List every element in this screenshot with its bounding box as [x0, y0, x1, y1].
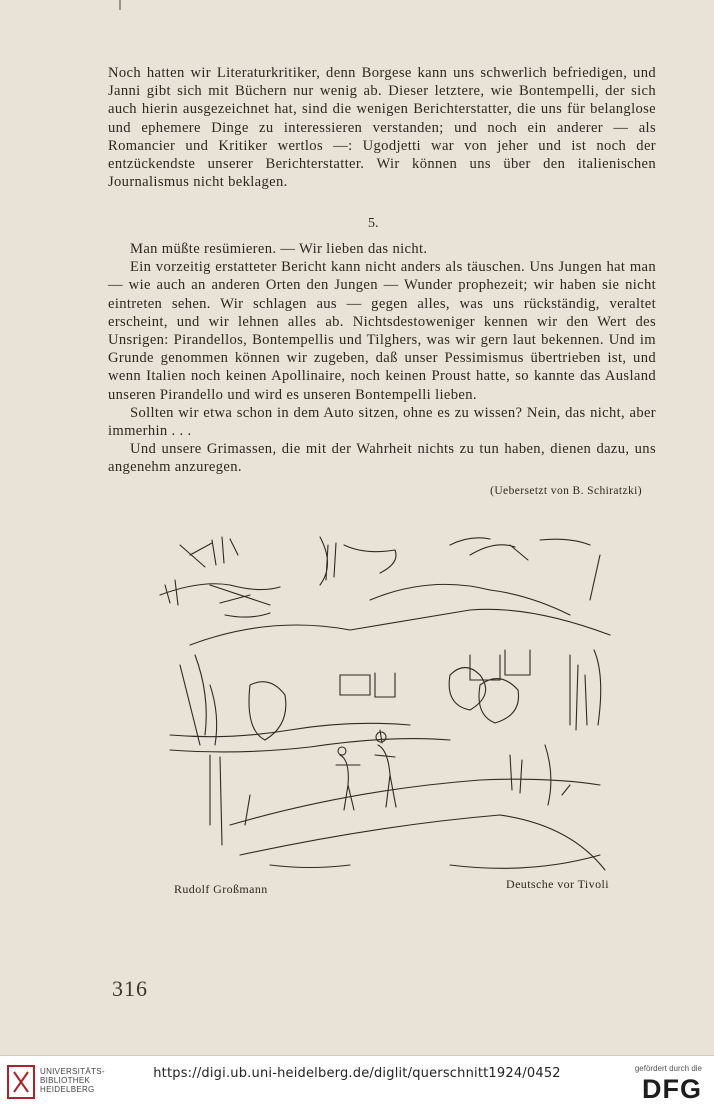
illustration-title: Deutsche vor Tivoli — [506, 877, 609, 891]
paragraph-2: Ein vorzeitig erstatteter Bericht kann nicht anders als täuschen. Uns Jungen hat man — wie auch an anderen Orten den Jungen — Wunder prophezeit; wir haben sie nicht eintreten sehen. Wir schlagen aus — gegen alles, was uns rückständig, veraltet erscheint, und wir lehnen alles ab. Nichtsdestoweniger kennen wir den Wert des Unsrigen: Pirandellos, Bontempellis und Tilghers, was wir gern laut bekennen. Und im Grunde genommen können wir zugeben, daß unser Pessimismus übertrieben ist, und wenn Italien noch keinen Apollinaire, noch keinen Proust hatte, so kannte das Ausland unseren Pirandello und wird es unseren Bontempelli lieben. — [108, 259, 656, 403]
illustration-artist: Rudolf Großmann — [174, 882, 268, 896]
scan-mark — [119, 0, 121, 10]
intro-paragraph: Noch hatten wir Literaturkritiker, denn Borgese kann uns schwerlich befriedigen, und Janni gibt sich mit Büchern nur wenig ab. Dieser letztere, wie Bontempelli, der sich auch hierin ausgezeichnet hat, sind die wenigen Berichterstatter, die uns für belanglose und ephemere Dinge zu interessieren verstanden; und noch ein anderer — als Romancier und Kritiker wertlos —: Ugodjetti war von jeher und ist noch der entzückendste unserer Berichterstatter. Wir können uns über den italienischen Journalismus nicht beklagen. — [108, 65, 656, 191]
landscape-sketch — [150, 525, 620, 880]
library-line-1: UNIVERSITÄTS- — [40, 1067, 105, 1076]
paragraph-1: Man müßte resümieren. — Wir lieben das nicht. — [130, 241, 428, 257]
paragraph-3: Sollten wir etwa schon in dem Auto sitzen, ohne es zu wissen? Nein, das nicht, aber immerhin . . . — [108, 404, 656, 440]
dfg-logo[interactable]: DFG — [642, 1074, 702, 1104]
paragraph-4: Und unsere Grimassen, die mit der Wahrheit nichts zu tun haben, dienen dazu, uns angenehm anzuregen. — [108, 441, 656, 476]
viewer-footer — [0, 1055, 714, 1107]
permalink-url[interactable]: https://digi.ub.uni-heidelberg.de/diglit/querschnitt1924/0452 — [153, 1066, 561, 1081]
library-line-3: HEIDELBERG — [40, 1085, 95, 1094]
page-number: 316 — [112, 976, 148, 1001]
section-five-text — [108, 240, 656, 477]
footer-divider — [0, 1055, 714, 1056]
intro-paragraph-block — [108, 64, 656, 191]
section-number: 5. — [368, 216, 379, 231]
translation-credit: (Uebersetzt von B. Schiratzki) — [490, 485, 642, 497]
funding-tagline: gefördert durch die — [634, 1064, 702, 1073]
library-line-2: BIBLIOTHEK — [40, 1076, 91, 1085]
